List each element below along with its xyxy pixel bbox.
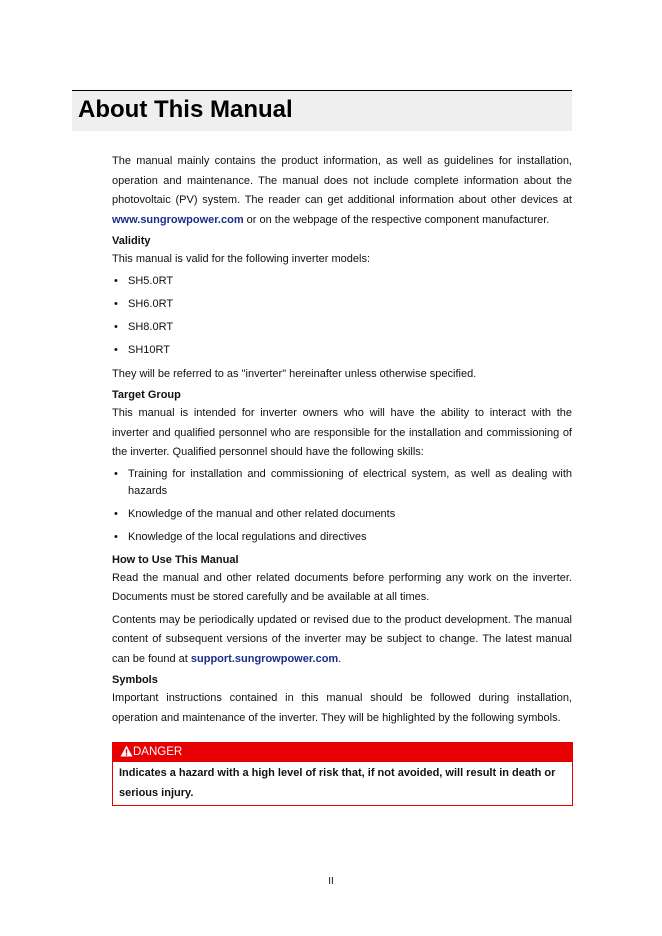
warning-triangle-icon <box>120 745 133 757</box>
skill-text: Knowledge of the manual and other related documents <box>128 507 396 520</box>
list-item: • SH6.0RT <box>112 296 572 313</box>
target-heading: Target Group <box>112 389 181 401</box>
list-item: • Knowledge of the local regulations and directives <box>112 529 572 546</box>
symbols-heading: Symbols <box>112 674 158 686</box>
website-link[interactable]: www.sungrowpower.com <box>112 213 244 226</box>
danger-text: Indicates a hazard with a high level of risk that, if not avoided, will result in death or serious injury. <box>119 767 556 799</box>
validity-heading: Validity <box>112 235 151 247</box>
validity-text: This manual is valid for the following inverter models: <box>112 253 371 265</box>
model-name: SH10RT <box>128 343 170 356</box>
danger-box <box>112 742 573 806</box>
howto-heading: How to Use This Manual <box>112 553 239 566</box>
page-number: II <box>328 876 334 887</box>
list-item: • SH5.0RT <box>112 273 572 290</box>
intro-text-end: or on the webpage of the respective component manufacturer. <box>243 213 550 226</box>
danger-label: DANGER <box>133 746 183 758</box>
skill-text: Knowledge of the local regulations and directives <box>128 530 367 543</box>
intro-text: The manual mainly contains the product information, as well as guidelines for installation, operation and maintenance. The manual does not include complete information about the photovoltaic (PV) system. The reader can get additional information about other devices at <box>112 155 572 206</box>
howto-text: Contents may be periodically updated or revised due to the product development. The manual content of subsequent versions of the inverter may be subject to change. The latest manual can be found at <box>112 613 572 665</box>
list-item: • SH8.0RT <box>112 319 572 336</box>
howto-text-end: . <box>338 652 342 665</box>
symbols-text: Important instructions contained in this manual should be followed during installation, operation and maintenance of the inverter. They will be highlighted by the following symbols. <box>112 692 572 724</box>
intro-paragraph <box>112 152 572 230</box>
danger-header <box>113 743 572 762</box>
howto-paragraph-2 <box>112 611 572 670</box>
list-item: • Training for installation and commissioning of electrical system, as well as dealing with hazards <box>112 466 572 500</box>
target-text: This manual is intended for inverter owners who will have the ability to interact with the inverter and qualified personnel who are responsible for the installation and commissioning of the inverter. Qualified personnel should have the following skills: <box>112 407 572 458</box>
validity-note: They will be referred to as "inverter" hereinafter unless otherwise specified. <box>112 367 477 380</box>
list-item: • SH10RT <box>112 342 572 359</box>
model-name: SH8.0RT <box>128 320 174 333</box>
model-name: SH5.0RT <box>128 274 174 287</box>
content <box>112 152 572 806</box>
model-name: SH6.0RT <box>128 297 174 310</box>
skill-text: Training for installation and commissioning of electrical system, as well as dealing with hazards <box>128 467 572 497</box>
list-item: • Knowledge of the manual and other related documents <box>112 506 572 523</box>
support-link[interactable]: support.sungrowpower.com <box>190 652 339 665</box>
page-title: About This Manual <box>78 96 293 123</box>
howto-paragraph-1: Read the manual and other related documents before performing any work on the inverter. Documents must be stored carefully and be available at all times. <box>112 571 572 603</box>
title-bar <box>72 90 572 131</box>
